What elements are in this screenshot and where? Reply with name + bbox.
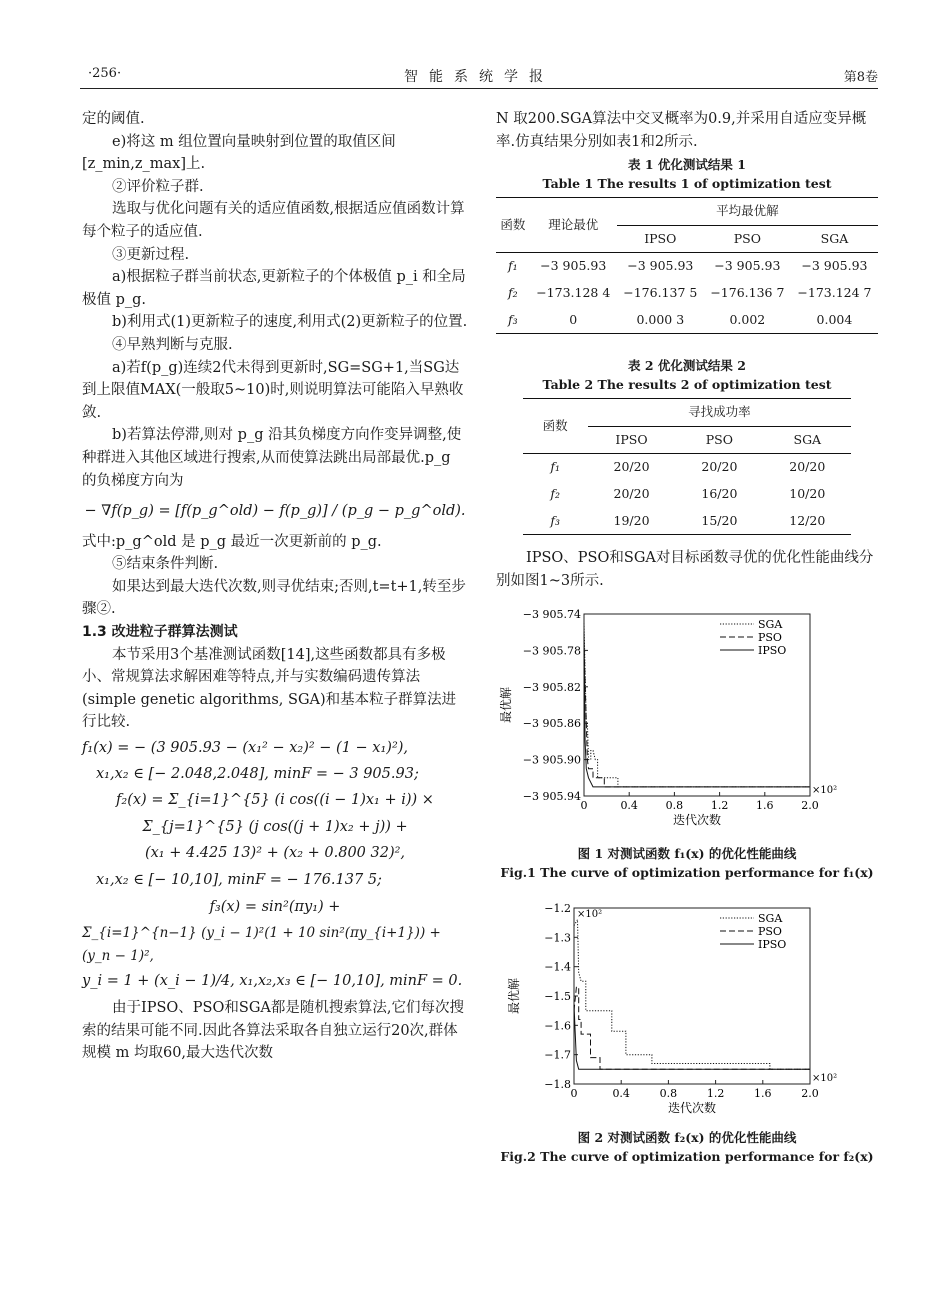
para: 如果达到最大迭代次数,则寻优结束;否则,t=t+1,转至步骤②.	[82, 578, 466, 618]
x-tick-label: 1.2	[706, 1086, 725, 1100]
th-col: SGA	[763, 426, 851, 454]
para: a)若f(p_g)连续2代未得到更新时,SG=SG+1,当SG达到上限值MAX(一般取5~10)时,则说明算法可能陷入早熟收敛.	[82, 359, 464, 421]
equation-f3c: y_i = 1 + (x_i − 1)/4, x₁,x₂,x₃ ∈ [− 10,10], minF = 0.	[82, 973, 463, 990]
th-col: IPSO	[617, 225, 704, 253]
equation-f1-domain: x₁,x₂ ∈ [− 2.048,2.048], minF = − 3 905.93;	[96, 765, 419, 782]
series-line-pso	[574, 987, 810, 1069]
y-tick-label: −1.4	[544, 960, 571, 974]
x-tick-label: 1.2	[710, 799, 729, 813]
para: b)若算法停滞,则对 p_g 沿其负梯度方向作变异调整,使种群进入其他区域进行搜索,从而使算法跳出局部最优.p_g 的负梯度方向为	[82, 427, 462, 489]
series-line-ipso	[574, 1005, 810, 1070]
journal-name: 智能系统学报	[404, 69, 554, 85]
table-row: f₂ 20/20 16/20 10/20	[550, 485, 826, 501]
figure1-caption-cn: 图 1 对测试函数 f₁(x) 的优化性能曲线	[577, 845, 797, 861]
y-multiplier: ×10²	[577, 908, 603, 920]
x-tick-label: 0.8	[659, 1086, 678, 1100]
table-row: f₃ 0 0.000 3 0.002 0.004	[496, 307, 878, 334]
figure2-caption-cn: 图 2 对测试函数 f₂(x) 的优化性能曲线	[577, 1129, 797, 1145]
legend-label: IPSO	[758, 644, 787, 658]
y-tick-label: −3 905.90	[522, 753, 581, 767]
x-tick-label: 1.6	[756, 799, 774, 813]
para: 式中:p_g^old 是 p_g 最近一次更新前的 p_g.	[82, 533, 382, 550]
equation-f3a: f₃(x) = sin²(πy₁) +	[209, 898, 341, 915]
table-1	[496, 197, 878, 334]
y-axis-label: 最优解	[499, 687, 513, 724]
legend-label: SGA	[758, 618, 783, 632]
x-tick-label: 1.6	[754, 1086, 772, 1100]
x-multiplier: ×10²	[812, 785, 838, 797]
equation-f2-domain: x₁,x₂ ∈ [− 10,10], minF = − 176.137 5;	[96, 872, 382, 888]
equation-f2a: f₂(x) = Σ_{i=1}^{5} (i cos((i − 1)x₁ + i)) ×	[116, 792, 434, 809]
th-theory: 理论最优	[530, 198, 617, 253]
y-tick-label: −3 905.86	[522, 717, 581, 731]
para: ②评价粒子群.	[112, 178, 204, 195]
y-tick-label: −1.7	[544, 1048, 571, 1062]
para: ③更新过程.	[112, 246, 190, 263]
legend-label: PSO	[758, 924, 782, 938]
figure2-caption-en: Fig.2 The curve of optimization performance for f₂(x)	[500, 1148, 874, 1164]
para: 选取与优化问题有关的适应值函数,根据适应值函数计算每个粒子的适应值.	[82, 201, 465, 240]
x-tick-label: 2.0	[801, 1086, 819, 1100]
equation-f2b: Σ_{j=1}^{5} (j cos((j + 1)x₂ + j)) +	[142, 818, 408, 835]
section-heading: 1.3 改进粒子群算法测试	[82, 624, 238, 641]
th-col: PSO	[675, 426, 763, 454]
table-row: f₂ −173.128 4 −176.137 5 −176.136 7 −173.124 7	[508, 284, 872, 300]
th-col: SGA	[791, 225, 878, 253]
para: 本节采用3个基准测试函数[14],这些函数都具有多极小、常规算法求解困难等特点,并与实数编码遗传算法(simple genetic algorithms, SGA)和基本粒子群算法进行比较.	[82, 646, 457, 731]
table1-caption-en: Table 1 The results 1 of optimization test	[542, 176, 832, 192]
x-tick-label: 0	[580, 799, 588, 813]
figure-1	[496, 600, 878, 882]
para: e)将这 m 组位置向量映射到位置的取值区间[z_min,z_max]上.	[82, 133, 396, 173]
legend-label: SGA	[758, 911, 783, 925]
y-tick-label: −1.8	[544, 1077, 571, 1091]
y-tick-label: −1.5	[544, 989, 571, 1003]
equation-f2c: (x₁ + 4.425 13)² + (x₂ + 0.800 32)²,	[144, 845, 406, 862]
th-col: PSO	[704, 225, 791, 253]
legend-label: PSO	[758, 631, 782, 645]
y-tick-label: −3 905.78	[522, 644, 581, 658]
table2-caption-en: Table 2 The results 2 of optimization test	[542, 377, 832, 393]
x-tick-label: 0.8	[665, 799, 684, 813]
equation-f1: f₁(x) = − (3 905.93 − (x₁² − x₂)² − (1 − x₁)²),	[82, 740, 409, 757]
table-2	[523, 398, 852, 535]
para: ⑤结束条件判断.	[112, 556, 219, 573]
x-axis-label: 迭代次数	[672, 813, 722, 828]
para: a)根据粒子群当前状态,更新粒子的个体极值 p_i 和全局极值 p_g.	[82, 269, 466, 308]
x-tick-label: 2.0	[801, 799, 819, 813]
table2-caption-cn: 表 2 优化测试结果 2	[628, 358, 746, 374]
series-line-pso	[584, 642, 810, 788]
th-group: 平均最优解	[617, 198, 878, 226]
th-col: IPSO	[588, 426, 676, 454]
para: IPSO、PSO和SGA对目标函数寻优的优化性能曲线分别如图1~3所示.	[496, 550, 874, 589]
y-axis-label: 最优解	[507, 977, 521, 1014]
th-func: 函数	[496, 198, 530, 253]
y-tick-label: −3 905.82	[522, 681, 581, 695]
x-tick-label: 0.4	[612, 1086, 630, 1100]
header-rule	[80, 88, 878, 89]
equation-f3b: Σ_{i=1}^{n−1} (y_i − 1)²(1 + 10 sin²(πy_{i+1})) + (y_n − 1)²,	[82, 925, 441, 964]
left-column	[82, 108, 468, 1065]
legend-label: IPSO	[758, 937, 787, 951]
y-tick-label: −1.2	[544, 901, 571, 915]
x-tick-label: 0.4	[620, 799, 638, 813]
th-func: 函数	[523, 399, 588, 454]
y-tick-label: −1.3	[544, 931, 571, 945]
chart-2	[496, 894, 878, 1120]
right-column	[496, 108, 878, 1166]
volume: 第8卷	[843, 70, 878, 85]
figure-2	[496, 894, 878, 1166]
figure1-caption-en: Fig.1 The curve of optimization performance for f₁(x)	[500, 864, 874, 880]
table1-caption-cn: 表 1 优化测试结果 1	[628, 157, 746, 173]
table-row: f₃ 19/20 15/20 12/20	[523, 508, 852, 535]
x-tick-label: 0	[570, 1086, 578, 1100]
running-header	[80, 66, 878, 88]
th-group: 寻找成功率	[588, 399, 852, 427]
chart-1	[496, 600, 878, 836]
x-axis-label: 迭代次数	[667, 1100, 717, 1115]
equation-gradient: − ∇f(p_g) = [f(p_g^old) − f(p_g)] / (p_g − p_g^old).	[84, 503, 466, 520]
table-row: f₁ 20/20 20/20 20/20	[550, 459, 826, 475]
y-tick-label: −3 905.94	[522, 790, 581, 804]
y-tick-label: −3 905.74	[522, 608, 581, 622]
para: 定的阈值.	[82, 111, 145, 127]
para: N 取200.SGA算法中交叉概率为0.9,并采用自适应变异概率.仿真结果分别如表1和2所示.	[496, 111, 867, 150]
para: b)利用式(1)更新粒子的速度,利用式(2)更新粒子的位置.	[112, 314, 468, 331]
table-row: f₁ −3 905.93 −3 905.93 −3 905.93 −3 905.93	[508, 258, 868, 274]
x-multiplier: ×10²	[812, 1072, 838, 1084]
y-tick-label: −1.6	[544, 1019, 571, 1033]
para: ④早熟判断与克服.	[112, 336, 233, 353]
page-number: ·256·	[88, 66, 122, 81]
para: 由于IPSO、PSO和SGA都是随机搜索算法,它们每次搜索的结果可能不同.因此各算法采取各自独立运行20次,群体规模 m 均取60,最大迭代次数	[82, 999, 464, 1062]
